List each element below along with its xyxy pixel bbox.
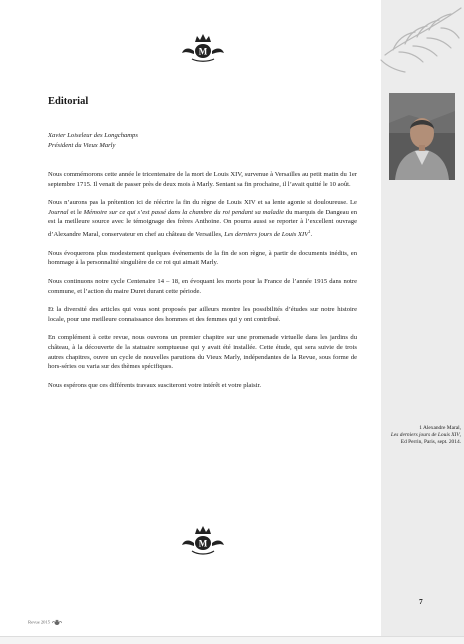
sidebar-footnote: 1 Alexandre Maral, Les derniers jours de Louis XIV, Ed Perrin, Paris, sept. 2014. xyxy=(390,425,461,446)
footnote-ref: 1 xyxy=(308,228,311,234)
paragraph: En complément à cette revue, nous ouvrons un premier chapitre sur une promenade virtuelle dans les jardins du château, à la découverte de la statuaire somptueuse qui y avait été installée. Cette étude, qui sera suivie de trois autres chapitres, ouvre un cycle de nouvelles parutions du Vieux Marly, indépendantes de la Revue, sous forme de hors-séries ou varia sur des thèmes spécifiques. xyxy=(48,334,357,371)
paragraph: Et la diversité des articles qui vous sont proposés par ailleurs montre les possibilités d’études sur notre histoire locale, pour une meilleure connaissance des hommes et des femmes qui y ont contribué. xyxy=(48,306,357,323)
footer-label: Revue 2015 xyxy=(28,619,51,625)
journal-title: Journal xyxy=(48,208,69,216)
author-block xyxy=(48,131,138,151)
small-emblem-icon xyxy=(52,619,62,626)
paragraph: Nous commémorons cette année le tricentenaire de la mort de Louis XIV, survenue à Versailles au petit matin du 1er septembre 1715. Il venait de passer près de deux mois à Marly. Sentant sa fin prochaine, il l’avait quitté le 10 août. xyxy=(48,171,357,188)
editorial-body xyxy=(48,170,357,399)
decorative-flourish-icon xyxy=(375,0,464,80)
author-role: Président du Vieux Marly xyxy=(48,142,116,149)
footer-mark xyxy=(28,619,62,626)
emblem-letter: M xyxy=(198,46,208,57)
author-photo xyxy=(389,93,455,180)
editorial-title: Editorial xyxy=(48,96,89,107)
footnote-book-title: Les derniers jours de Louis XIV xyxy=(390,432,460,439)
page-number: 7 xyxy=(419,597,423,606)
paragraph: Nous continuons notre cycle Centenaire 14 – 18, en évoquant les morts pour la France de l’année 1915 dans notre commune, et l’action du maire Duret durant cette période. xyxy=(48,277,357,295)
paragraph: Nous n’aurons pas la prétention ici de réécrire la fin du règne de Louis XIV et sa lente agonie si douloureuse. Le Journal et le Mémoire sur ce qui s’est passé dans la chambre du roi pendant sa maladie du marquis de Dangeau en est la meilleure source avec le témoignage des frères Anthoine. On pourra aussi se reporter à l’excellent ouvrage d’Alexandre Maral, conservateur en chef au château de Versailles, Les derniers jours de Louis XIV$^1$. xyxy=(48,199,357,239)
book-title: Les derniers jours de Louis XIV xyxy=(224,231,309,239)
crowned-m-emblem-icon xyxy=(180,32,226,64)
paragraph: Nous espérons que ces différents travaux susciteront votre intérêt et votre plaisir. xyxy=(48,381,262,389)
author-name: Xavier Loiseleur des Longchamps xyxy=(48,132,138,139)
emblem-letter: M xyxy=(198,538,208,549)
paragraph: Nous évoquerons plus modestement quelques événements de la fin de son règne, à partir de documents inédits, en hommage à la personnalité singulière de ce roi qui aimait Marly. xyxy=(48,249,357,267)
crowned-m-emblem-icon xyxy=(180,524,226,558)
memoire-title: Mémoire sur ce qui s’est passé dans la chambre du roi pendant sa maladie xyxy=(83,208,284,216)
